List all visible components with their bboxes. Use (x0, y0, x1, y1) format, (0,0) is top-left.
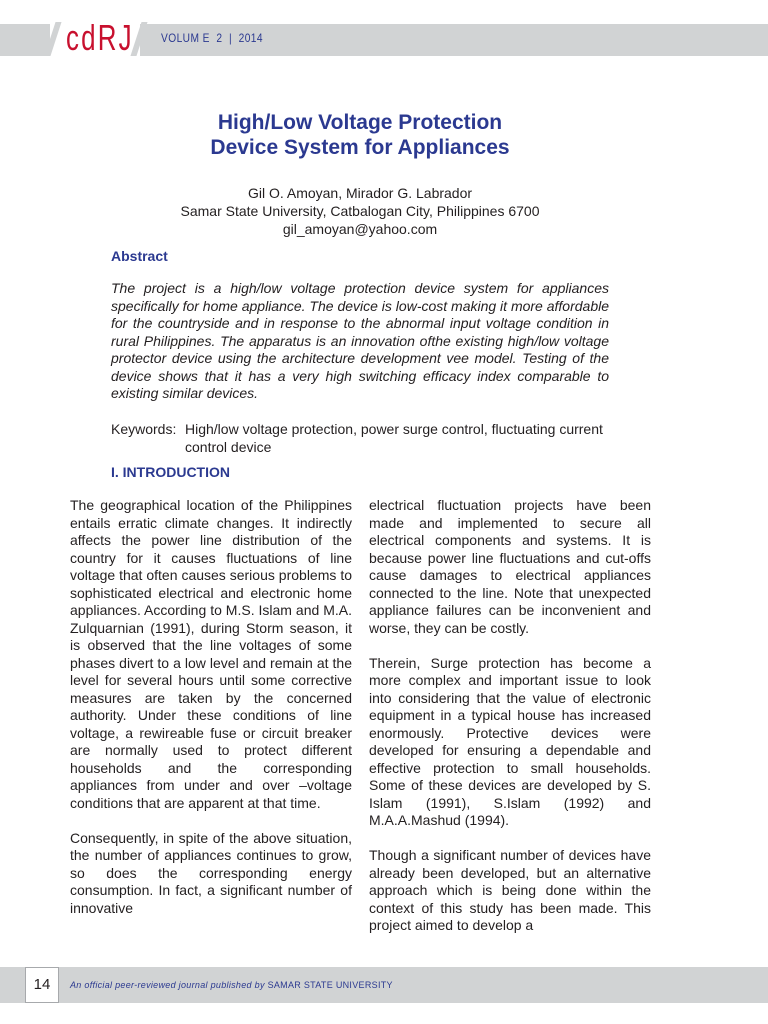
abstract-heading: Abstract (111, 248, 168, 264)
paragraph: The geographical location of the Philippines entails erratic climate changes. It indirectly affects the power line distribution of the country for it causes fluctuations of line voltage that often causes serious problems to sophisticated electrical and electronic home appliances. According to M.S. Islam and M.A. Zulquarnian (1991), during Storm season, it is observed that the line voltages of some phases divert to a low level and remain at the level for several hours until some corrective measures are taken by the concerned authority. Under these conditions of line voltage, a rewireable fuse or circuit breaker are normally used to protect different households and the corresponding appliances from under and over –voltage conditions that are apparent at that time. (70, 497, 352, 811)
paper-title-line-2: Device System for Appliances (210, 136, 510, 159)
keywords-text: High/low voltage protection, power surge control, fluctuating current control device (185, 421, 603, 455)
author-email[interactable]: gil_amoyan@yahoo.com (282, 221, 438, 237)
body-column-left (70, 497, 352, 935)
journal-logo-text: cdRJ (66, 17, 134, 58)
footer-prefix: An official peer-reviewed journal published by (70, 980, 265, 990)
volume-issue: VOLUM E 2 | 2014 (161, 31, 264, 45)
paragraph: Though a significant number of devices have already been developed, but an alternative approach which is being done within the context of this study has been made. This project aimed to develop a (369, 847, 651, 933)
section-heading-introduction: I. INTRODUCTION (111, 464, 230, 480)
author-affiliation: Samar State University, Catbalogan City, Philippines 6700 (180, 203, 540, 219)
page-number: 14 (25, 967, 59, 1003)
paragraph: Therein, Surge protection has become a more complex and important issue to look into considering that the value of electronic equipment in a typical house has increased enormously. Protective devices were developed for ensuring a dependable and effective protection to small households. Some of these devices are developed by S. Islam (1991), S.Islam (1992) and M.A.A.Mashud (1994). (369, 654, 651, 828)
keywords-label: Keywords: (111, 421, 177, 437)
paragraph: Consequently, in spite of the above situation, the number of appliances continues to grow, so does the corresponding energy consumption. In fact, a significant number of innovative (70, 829, 352, 916)
paragraph: electrical fluctuation projects have been made and implemented to secure all electrical components and systems. It is because power line fluctuations and cut-offs cause damages to electrical appliances connected to the line. Note that unexpected appliance failures can be inconvenient and worse, they can be costly. (369, 497, 651, 636)
abstract-body: The project is a high/low voltage protection device system for appliances specifically for home appliance. The device is low-cost making it more affordable for the countryside and in response to the abnormal input voltage condition in rural Philippines. The apparatus is an innovation ofthe existing high/low voltage protector device using the architecture development vee model. Testing of the device shows that it has a very high switching efficacy index comparable to existing similar devices. (111, 280, 610, 401)
paper-title-line-1: High/Low Voltage Protection (217, 111, 503, 134)
author-names: Gil O. Amoyan, Mirador G. Labrador (247, 185, 473, 201)
keywords (111, 421, 621, 456)
footer-publisher-line (70, 980, 393, 990)
body-column-right (369, 497, 651, 952)
footer-publisher: SAMAR STATE UNIVERSITY (267, 980, 393, 990)
